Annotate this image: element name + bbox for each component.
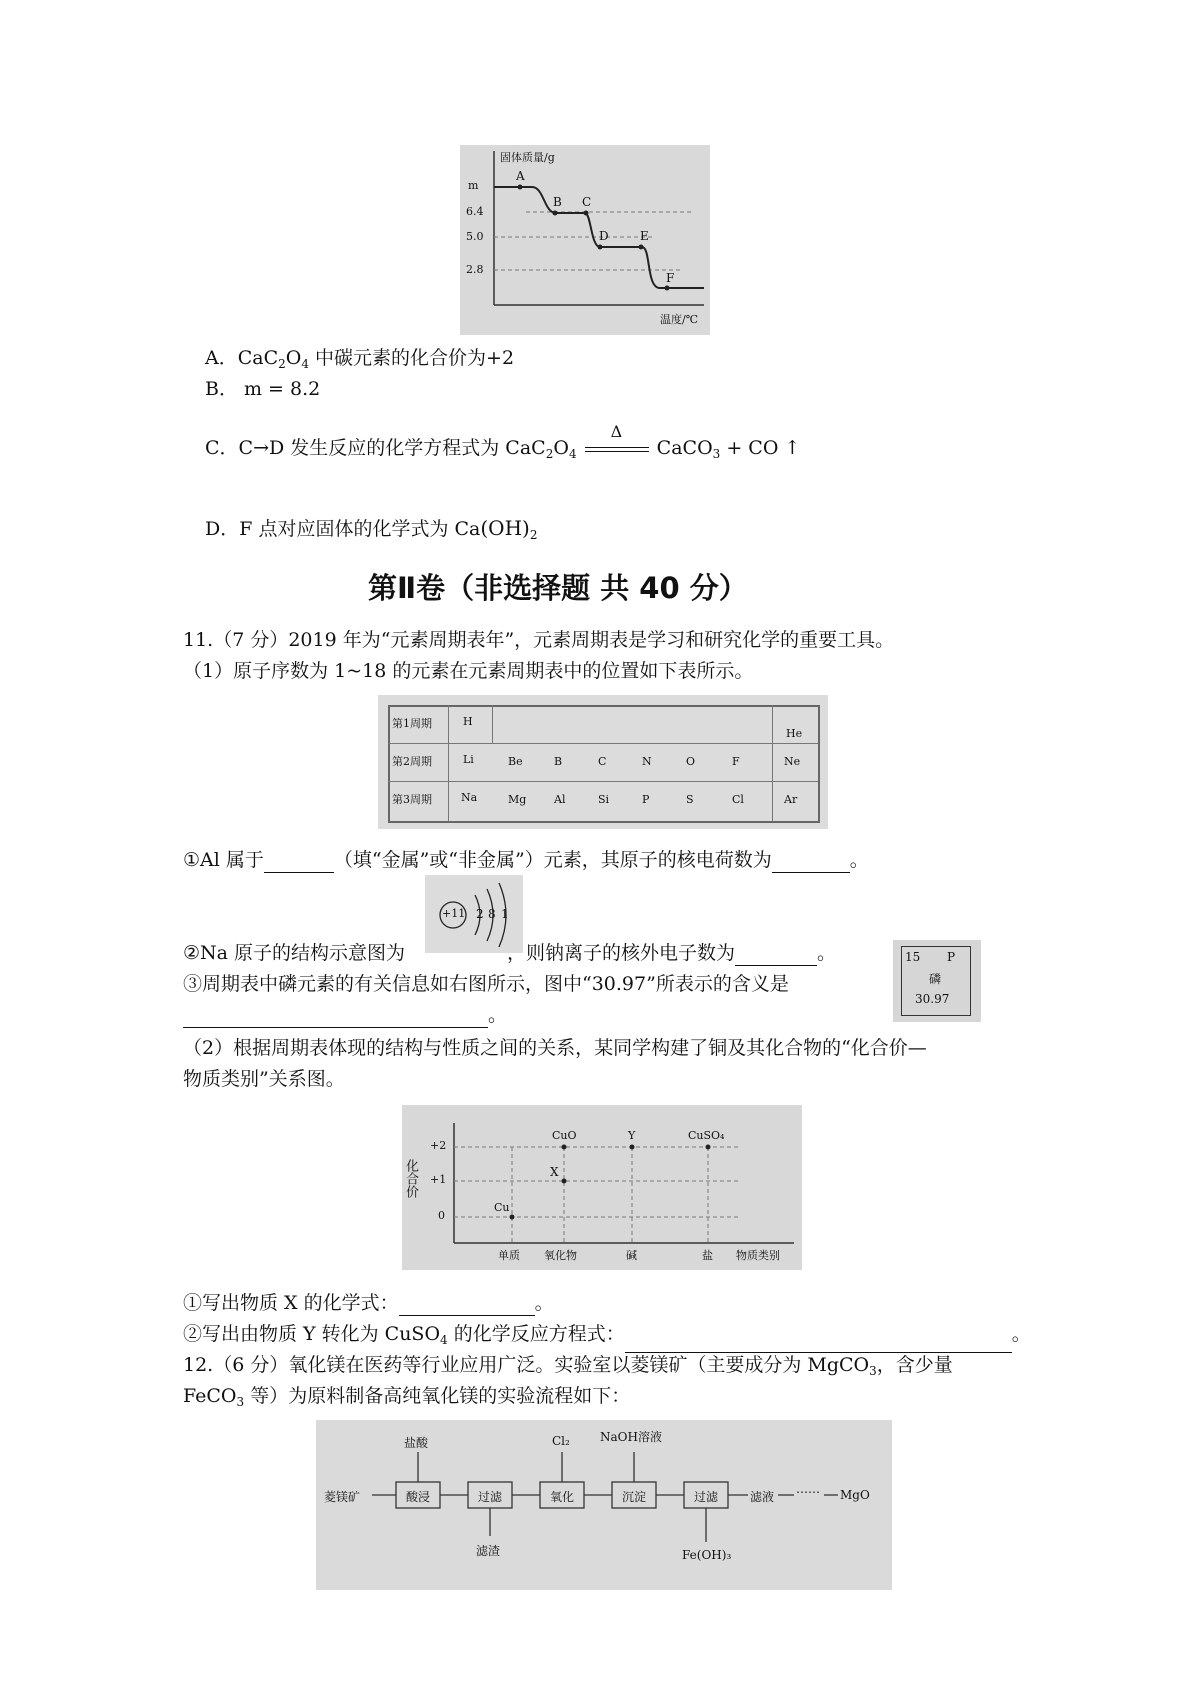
q11-sub-x: ①写出物质 X 的化学式： 。 (183, 1292, 554, 1314)
element-h: H (463, 715, 473, 728)
flow-step-oxidize: 氧化 (550, 1490, 575, 1504)
flow-input-hcl: 盐酸 (404, 1436, 429, 1450)
p-atomic-number: 15 (905, 950, 921, 964)
flow-step-filter-2: 过滤 (694, 1490, 719, 1504)
element-c: C (598, 755, 607, 768)
q11-sub1: ①Al 属于 （填“金属”或“非金属”）元素，其原子的核电荷数为 。 (183, 849, 869, 871)
na-shell-2: 8 (488, 907, 496, 921)
na-shell-3: 1 (501, 907, 509, 921)
process-flow-diagram (316, 1420, 892, 1590)
cu-point-cu: Cu (494, 1201, 510, 1214)
point-label-d: D (599, 229, 609, 243)
element-he: He (786, 727, 803, 740)
flow-ellipsis: …… (796, 1482, 820, 1496)
q11-part1: （1）原子序数为 1~18 的元素在元素周期表中的位置如下表所示。 (183, 660, 754, 682)
answer-blank-mass-meaning[interactable] (183, 1007, 488, 1028)
na-shell-1: 2 (476, 907, 484, 921)
element-na: Na (461, 791, 478, 804)
point-label-c: C (582, 195, 592, 209)
phosphorus-card (893, 940, 981, 1022)
cu-chart-ytick-0: 0 (438, 1209, 445, 1222)
q11-sub3-answer: 。 (183, 1002, 507, 1028)
flow-output-residue: 滤渣 (476, 1544, 501, 1558)
flow-step-precipitate: 沉淀 (622, 1490, 647, 1504)
p-name: 磷 (929, 972, 942, 986)
element-f: F (732, 755, 740, 768)
heat-symbol: Δ (610, 422, 623, 441)
flow-start: 菱镁矿 (324, 1490, 361, 1504)
cu-chart-x-label: 物质类别 (736, 1249, 780, 1262)
cu-point-x: X (550, 1165, 559, 1179)
element-cl: Cl (732, 793, 744, 806)
element-be: Be (508, 755, 523, 768)
q11-stem: 11.（7 分）2019 年为“元素周期表年”，元素周期表是学习和研究化学的重要工具。 (183, 629, 895, 651)
cu-point-cuo: CuO (552, 1129, 577, 1142)
cu-chart-ytick-plus1: +1 (430, 1173, 447, 1186)
cu-chart-cat-base: 碱 (626, 1249, 637, 1262)
option-d: D．F 点对应固体的化学式为 $Ca(OH)_2$ (205, 516, 538, 542)
option-c: C．C→D 发生反应的化学方程式为 $CaC_2O_4$ Δ CaCO$_3$ + CO ↑ (205, 435, 800, 467)
p-mass: 30.97 (915, 992, 950, 1006)
flow-step-filter-1: 过滤 (478, 1490, 503, 1504)
point-label-f: F (666, 271, 675, 285)
period-3-label: 第3周期 (392, 793, 432, 806)
answer-blank-electrons[interactable] (735, 945, 817, 966)
figure-y-label: 固体质量/g (500, 151, 555, 164)
flow-output-feoh3: Fe(OH)₃ (682, 1548, 732, 1562)
element-n: N (642, 755, 652, 768)
point-label-e: E (640, 229, 649, 243)
element-ar: Ar (784, 793, 798, 806)
element-al: Al (554, 793, 566, 806)
q11-sub2: ②Na 原子的结构示意图为 ，则钠离子的核外电子数为 。 (183, 942, 837, 964)
figure-ytick-m: m (468, 179, 479, 192)
na-nucleus: +11 (442, 907, 466, 920)
answer-blank-metal[interactable] (264, 852, 334, 873)
element-ne: Ne (784, 755, 801, 768)
cu-point-y: Y (628, 1129, 636, 1142)
flow-step-acid-leach: 酸浸 (406, 1490, 431, 1504)
cu-chart-cat-oxide: 氧化物 (544, 1249, 577, 1262)
q12-line2: FeCO$_3$ 等）为原料制备高纯氧化镁的实验流程如下： (183, 1385, 631, 1409)
q11-sub-y: ②写出由物质 Y 转化为 CuSO$_4$ 的化学反应方程式： 。 (183, 1321, 1031, 1353)
element-p: P (642, 793, 650, 806)
q12-line1: 12.（6 分）氧化镁在医药等行业应用广泛。实验室以菱镁矿（主要成分为 MgCO$_3$，含少量 (183, 1354, 953, 1378)
cu-chart-y-label: 化合价 (403, 1159, 418, 1198)
section-title: 第Ⅱ卷（非选择题 共 40 分） (368, 571, 748, 605)
figure-ytick-5.0: 5.0 (466, 230, 484, 243)
cu-chart-cat-element: 单质 (498, 1249, 520, 1262)
cu-chart-ytick-plus2: +2 (430, 1139, 447, 1152)
flow-filtrate: 滤液 (750, 1490, 775, 1504)
periodic-table-figure (378, 695, 828, 829)
element-si: Si (598, 793, 610, 806)
flow-input-naoh: NaOH溶液 (600, 1430, 662, 1444)
flow-product-mgo: MgO (840, 1488, 870, 1502)
equals-line (585, 447, 649, 452)
figure-ytick-2.8: 2.8 (466, 263, 484, 276)
element-b: B (554, 755, 563, 768)
answer-blank-x-formula[interactable] (399, 1295, 535, 1316)
q11-part2-line1: （2）根据周期表体现的结构与性质之间的关系，某同学构建了铜及其化合物的“化合价— (183, 1037, 927, 1059)
q11-part2-line2: 物质类别”关系图。 (183, 1068, 345, 1090)
element-s: S (686, 793, 694, 806)
cu-chart-cat-salt: 盐 (702, 1249, 713, 1262)
p-symbol: P (947, 950, 956, 964)
option-a: A．$CaC_2O_4$ 中碳元素的化合价为+2 (205, 347, 515, 371)
flow-input-cl2: Cl₂ (552, 1434, 570, 1448)
answer-blank-y-equation[interactable] (625, 1332, 1012, 1353)
copper-valence-chart (402, 1105, 802, 1270)
mass-temperature-figure (460, 145, 710, 335)
figure-ytick-6.4: 6.4 (466, 205, 484, 218)
period-1-label: 第1周期 (392, 717, 432, 730)
q11-sub3: ③周期表中磷元素的有关信息如右图所示，图中“30.97”所表示的含义是 (183, 973, 789, 995)
point-label-b: B (553, 195, 562, 209)
period-2-label: 第2周期 (392, 755, 432, 768)
point-label-a: A (516, 169, 525, 183)
answer-blank-nuclear-charge[interactable] (772, 852, 850, 873)
element-mg: Mg (508, 793, 527, 806)
element-li: Li (463, 753, 474, 766)
figure-x-label: 温度/℃ (660, 313, 699, 326)
cu-point-cuso4: CuSO₄ (688, 1129, 725, 1142)
option-b: B． m = 8.2 (205, 378, 321, 400)
element-o: O (686, 755, 696, 768)
